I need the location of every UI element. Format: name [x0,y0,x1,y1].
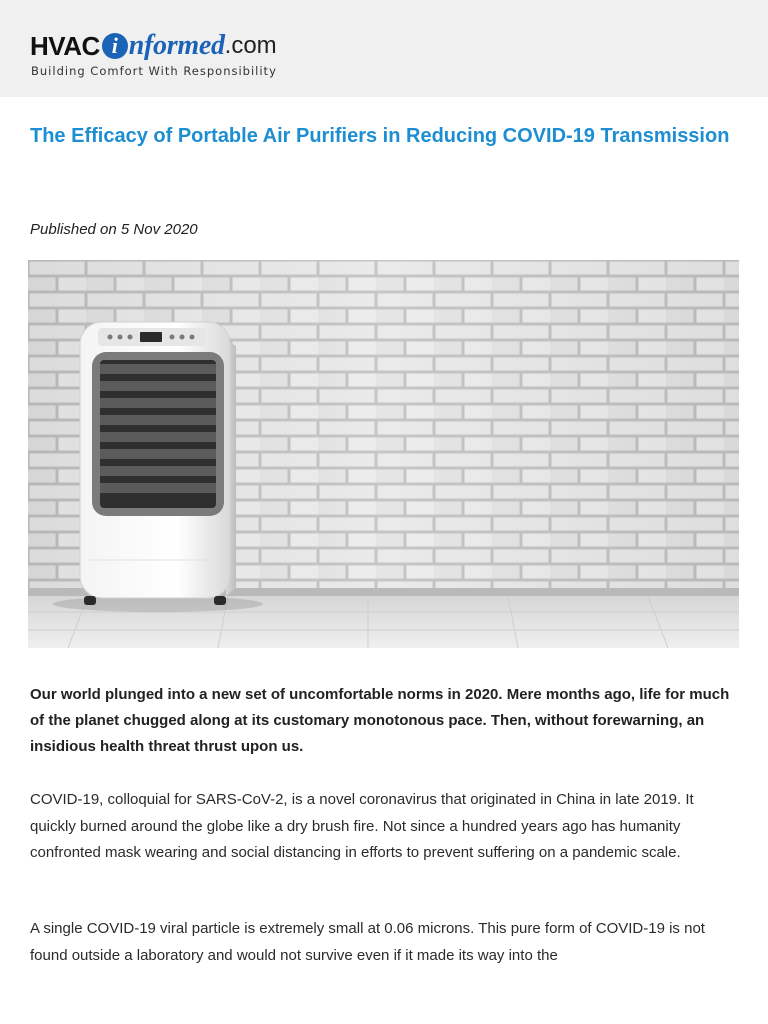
logo-hvac-text: HVAC [30,30,100,61]
logo-com-text: .com [224,32,277,59]
article-title: The Efficacy of Portable Air Purifiers in Reducing COVID-19 Transmission [30,125,730,147]
article-paragraph: A single COVID-19 viral particle is extremely small at 0.06 microns. This pure form of COVID-19 is not found outside a laboratory and would not survive even if it made its way into the [30,920,705,964]
article-lead-paragraph: Our world plunged into a new set of uncomfortable norms in 2020. Mere months ago, life for much of the planet chugged along at its customary monotonous pace. Then, without forewarning, an insidious health threat thrust upon us. [30,686,730,755]
site-header [0,0,768,97]
logo-wordmark [30,26,330,66]
publish-date: Published on 5 Nov 2020 [30,221,198,238]
logo-tagline: Building Comfort With Responsibility [31,64,277,78]
article-paragraph: COVID-19, colloquial for SARS-CoV-2, is a novel coronavirus that originated in China in late 2019. It quickly burned around the globe like a dry brush fire. Not since a hundred years ago has humanity confronted mask wearing and social distancing in efforts to prevent suffering on a pandemic scale. [30,791,694,861]
logo-informed-text: nformed [128,30,225,61]
site-logo[interactable] [30,26,330,82]
logo-i-icon: i [102,33,128,59]
portable-air-purifier-image [28,260,739,648]
hero-image [28,260,739,648]
